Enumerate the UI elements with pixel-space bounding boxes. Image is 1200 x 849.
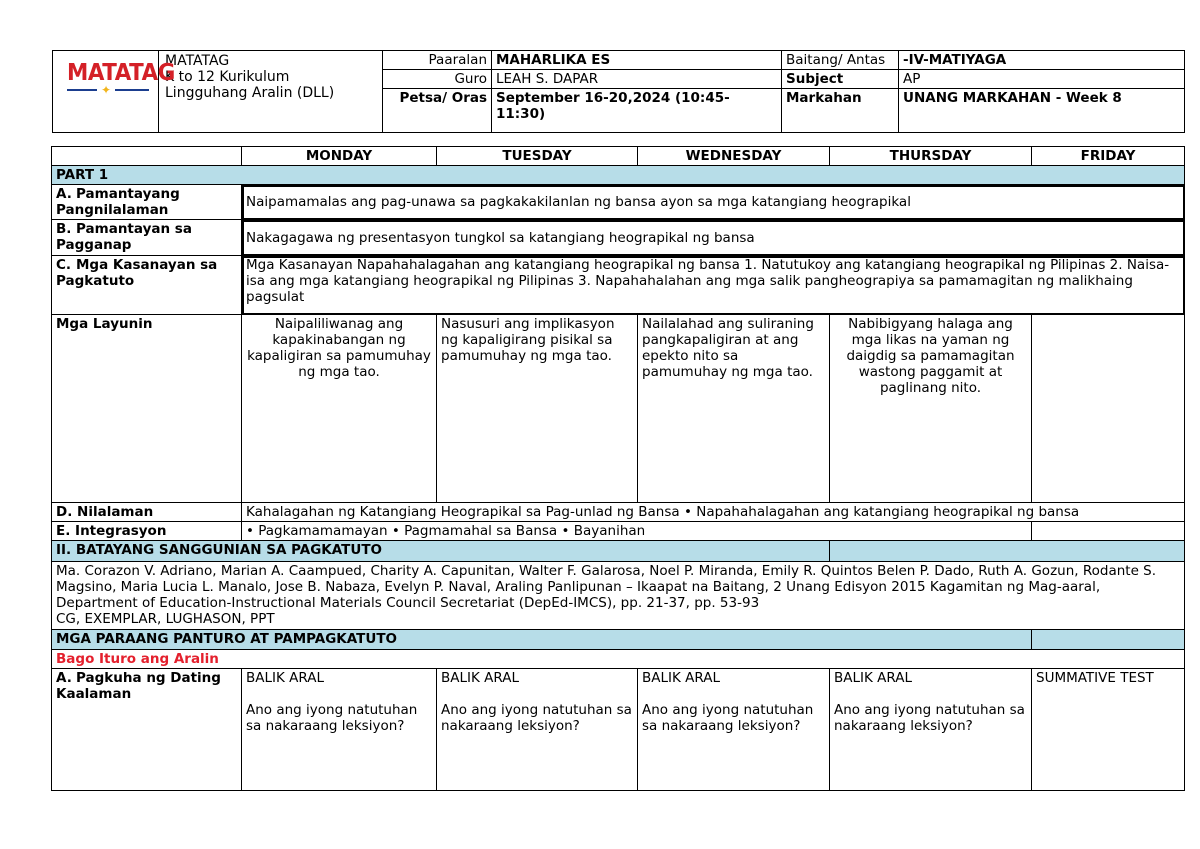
review-tuesday <box>437 669 638 791</box>
part3-heading-blank <box>1032 630 1185 650</box>
objective-thursday: Nabibigyang halaga ang mga likas na yaman ng daigdig sa pamamagitan wastong paggamit at paglinang nito. <box>830 315 1032 503</box>
subject-value: AP <box>899 70 1185 89</box>
objective-wednesday: Nailalahad ang suliraning pangkapaligiran at ang epekto nito sa pamumuhay ng mga tao. <box>638 315 830 503</box>
review-monday <box>242 669 437 791</box>
row-label-text: Pamantayan sa Pagganap <box>56 221 192 253</box>
teacher-value: LEAH S. DAPAR <box>492 70 782 89</box>
grade-label: Baitang/ Antas <box>782 51 899 70</box>
review-question: Ano ang iyong natutuhan sa nakaraang leksiyon? <box>441 702 632 734</box>
review-question: Ano ang iyong natutuhan sa nakaraang leksiyon? <box>642 702 814 734</box>
review-heading: BALIK ARAL <box>246 670 324 686</box>
day-header-wednesday: WEDNESDAY <box>638 147 830 166</box>
row-label-text: Pamantayang Pangnilalaman <box>56 186 180 218</box>
review-question: Ano ang iyong natutuhan sa nakaraang leksiyon? <box>246 702 418 734</box>
integration: • Pagkamamamayan • Pagmamahal sa Bansa • Bayanihan <box>242 522 1032 541</box>
school-value: MAHARLIKA ES <box>492 51 782 70</box>
integration-friday <box>1032 522 1185 541</box>
objective-friday <box>1032 315 1185 503</box>
logo-star-icon: ✦ <box>101 83 112 97</box>
row-label-integration: E. Integrasyon <box>52 522 242 541</box>
references <box>52 562 1185 630</box>
review-heading: BALIK ARAL <box>834 670 912 686</box>
review-heading: BALIK ARAL <box>441 670 519 686</box>
logo <box>53 51 175 133</box>
date-value: September 16-20,2024 (10:45-11:30) <box>492 89 782 133</box>
part3-heading: MGA PARAANG PANTURO AT PAMPAGKATUTO <box>52 630 1032 650</box>
subject-label: Subject <box>782 70 899 89</box>
grade-value: -IV-MATIYAGA <box>899 51 1185 70</box>
document-title-line: K to 12 Kurikulum <box>165 69 290 85</box>
logo-tagline-graphic <box>67 85 149 97</box>
row-label-objectives: Mga Layunin <box>52 315 242 503</box>
row-letter: A. <box>56 186 72 202</box>
row-letter: B. <box>56 221 72 237</box>
quarter-label: Markahan <box>782 89 899 133</box>
lesson-log-table <box>51 146 1185 791</box>
review-heading: BALIK ARAL <box>642 670 720 686</box>
row-label-text: Pagkuha ng Dating Kaalaman <box>56 670 221 702</box>
day-header-friday: FRIDAY <box>1032 147 1185 166</box>
day-header-monday: MONDAY <box>242 147 437 166</box>
references-text: Ma. Corazon V. Adriano, Marian A. Caampued, Charity A. Capunitan, Walter F. Galarosa, Noel P. Miranda, Emily R. Quintos Belen P. Dado, Ruth A. Gozun, Rodante S. Magsino, Maria Lucia L. Manalo, Jose B. Nabaza, Evelyn P. Naval, Araling Panlipunan – Ikaapat na Baitang, 2 Unang Edisyon 2015 Kagamitan ng Mag-aaral, Department of Education-Instructional Materials Council Secretariat (DepEd-IMCS), pp. 21-37, pp. 53-93 <box>56 563 1157 611</box>
row-letter: C. <box>56 257 72 273</box>
review-wednesday <box>638 669 830 791</box>
document-title-line: Lingguhang Aralin (DLL) <box>165 85 335 101</box>
school-label: Paaralan <box>383 51 492 70</box>
row-letter: A. <box>56 670 72 686</box>
review-friday <box>1032 669 1185 791</box>
date-label: Petsa/ Oras <box>383 89 492 133</box>
row-label-c <box>52 256 242 315</box>
review-question: Ano ang iyong natutuhan sa nakaraang leksiyon? <box>834 702 1025 734</box>
header-table <box>52 50 1185 133</box>
row-label-b <box>52 220 242 256</box>
row-label-prior-knowledge <box>52 669 242 791</box>
row-label-a <box>52 185 242 220</box>
part2-heading: II. BATAYANG SANGGUNIAN SA PAGKATUTO <box>52 541 830 562</box>
objective-tuesday: Nasusuri ang implikasyon ng kapaligirang pisikal sa pamumuhay ng mga tao. <box>437 315 638 503</box>
review-heading: SUMMATIVE TEST <box>1036 670 1154 686</box>
materials-text: CG, EXEMPLAR, LUGHASON, PPT <box>56 611 275 627</box>
content-standard: Naipamamalas ang pag-unawa sa pagkakakilanlan ng bansa ayon sa mga katangiang heograpikal <box>242 185 1185 220</box>
before-lesson-heading: Bago Ituro ang Aralin <box>52 650 1185 669</box>
row-label-content: D. Nilalaman <box>52 503 242 522</box>
corner-cell <box>52 147 242 166</box>
day-header-thursday: THURSDAY <box>830 147 1032 166</box>
part1-heading: PART 1 <box>52 166 1185 185</box>
document-title-line: MATATAG <box>165 53 230 69</box>
row-label-text: Mga Kasanayan sa Pagkatuto <box>56 257 218 289</box>
logo-wordmark: MATATAG <box>67 60 175 86</box>
day-header-tuesday: TUESDAY <box>437 147 638 166</box>
objective-monday: Naipaliliwanag ang kapakinabangan ng kapaligiran sa pamumuhay ng mga tao. <box>242 315 437 503</box>
part2-heading-blank <box>830 541 1185 562</box>
review-thursday <box>830 669 1032 791</box>
teacher-label: Guro <box>383 70 492 89</box>
lesson-content: Kahalagahan ng Katangiang Heograpikal sa Pag-unlad ng Bansa • Napahahalagahan ang katangiang heograpikal ng bansa <box>242 503 1185 522</box>
document-title <box>159 51 383 133</box>
quarter-value: UNANG MARKAHAN - Week 8 <box>899 89 1185 133</box>
performance-standard: Nakagagawa ng presentasyon tungkol sa katangiang heograpikal ng bansa <box>242 220 1185 256</box>
learning-competencies: Mga Kasanayan Napahahalagahan ang katangiang heograpikal ng bansa 1. Natutukoy ang katangiang heograpikal ng Pilipinas 2. Naisa-isa ang mga katangiang heograpikal ng Pilipinas 3. Napahahalahan ang mga salik pangheograpiya sa pamamagitan ng malikhaing pagsulat <box>242 256 1185 315</box>
